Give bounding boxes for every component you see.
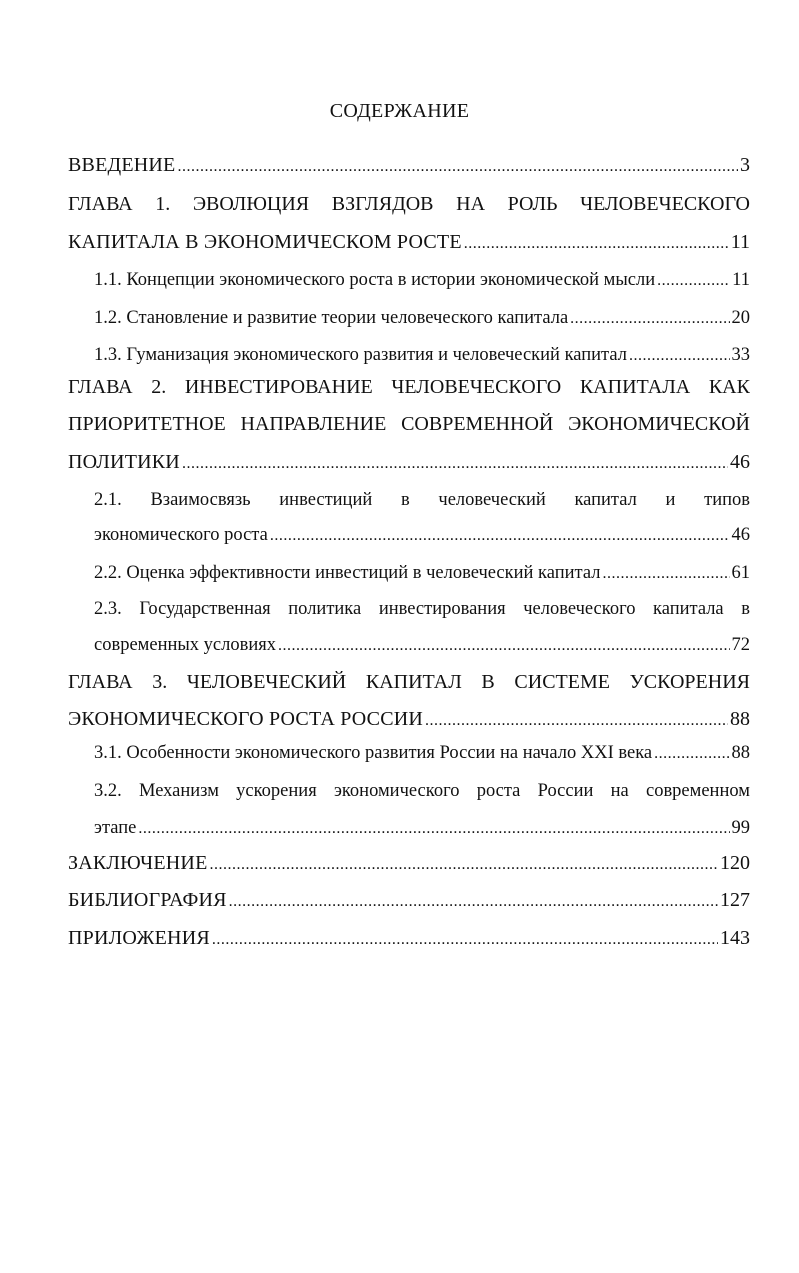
toc-page-number: 88	[730, 708, 750, 730]
word: НА	[456, 193, 486, 215]
toc-chapter-1-heading	[68, 189, 750, 219]
word: УСКОРЕНИЯ	[629, 671, 750, 693]
word: на	[610, 781, 629, 801]
dot-leader	[138, 814, 729, 843]
toc-entry-chapter-3	[68, 704, 750, 734]
dot-leader	[229, 887, 718, 915]
toc-entry-2-2	[94, 558, 750, 588]
word: и	[665, 490, 676, 510]
word: Механизм	[138, 781, 219, 801]
dot-leader	[278, 631, 729, 660]
word: ЧЕЛОВЕЧЕСКОГО	[580, 193, 750, 215]
word: ЭВОЛЮЦИЯ	[192, 193, 310, 215]
toc-page-number: 11	[732, 270, 750, 290]
word: человеческого	[523, 599, 636, 619]
dot-leader	[182, 449, 728, 477]
toc-entry-label: 2.2. Оценка эффективности инвестиций в человеческий капитал	[94, 563, 601, 583]
toc-entry-label: ВВЕДЕНИЕ	[68, 154, 176, 176]
toc-entry-1-2	[94, 303, 750, 333]
toc-chapter-2-heading-line-2	[68, 409, 750, 439]
word: 2.	[151, 376, 167, 398]
word: 3.2.	[94, 781, 122, 801]
toc-page-number: 99	[731, 818, 750, 838]
word: ЭКОНОМИЧЕСКОЙ	[568, 413, 750, 435]
toc-entry-bibliography	[68, 885, 750, 915]
toc-entry-appendices	[68, 923, 750, 953]
toc-page-number: 33	[731, 345, 750, 365]
word: ВЗГЛЯДОВ	[331, 193, 434, 215]
toc-entry-intro	[68, 150, 750, 180]
toc-entry-2-3	[94, 630, 750, 660]
word: ЧЕЛОВЕЧЕСКИЙ	[186, 671, 347, 693]
word: РОЛЬ	[507, 193, 558, 215]
word: России	[537, 781, 594, 801]
word: инвестирования	[378, 599, 506, 619]
word: СОВРЕМЕННОЙ	[401, 413, 554, 435]
word: политика	[288, 599, 362, 619]
toc-entry-label: 1.3. Гуманизация экономического развития и человеческий капитал	[94, 345, 627, 365]
toc-entry-conclusion	[68, 848, 750, 878]
toc-entry-label: ПОЛИТИКИ	[68, 451, 180, 473]
word: КАК	[708, 376, 750, 398]
toc-entry-label: современных условиях	[94, 635, 277, 655]
word: Государственная	[139, 599, 271, 619]
word: Взаимосвязь	[150, 490, 251, 510]
toc-entry-1-1	[94, 265, 750, 295]
toc-page-number: 61	[731, 563, 750, 583]
word: инвестиций	[279, 490, 373, 510]
toc-entry-label: КАПИТАЛА В ЭКОНОМИЧЕСКОМ РОСТЕ	[68, 231, 462, 253]
toc-entry-label: ПРИЛОЖЕНИЯ	[68, 927, 210, 949]
toc-chapter-3-heading	[68, 667, 750, 697]
word: ИНВЕСТИРОВАНИЕ	[184, 376, 373, 398]
toc-entry-label: БИБЛИОГРАФИЯ	[68, 889, 227, 911]
word: 2.1.	[94, 490, 122, 510]
word: капитал	[574, 490, 637, 510]
toc-chapter-2-heading-line-1	[68, 372, 750, 402]
toc-page-number: 127	[720, 889, 750, 911]
word: ЧЕЛОВЕЧЕСКОГО	[391, 376, 562, 398]
toc-page-number: 46	[731, 525, 750, 545]
toc-entry-2-1-line-1	[94, 485, 750, 515]
toc-page-number: 143	[720, 927, 750, 949]
dot-leader	[570, 304, 729, 333]
word: КАПИТАЛ	[365, 671, 462, 693]
toc-entry-3-2	[94, 813, 750, 843]
word: 2.3.	[94, 599, 122, 619]
toc-page-number: 88	[731, 743, 750, 763]
dot-leader	[654, 739, 729, 768]
dot-leader	[270, 521, 730, 550]
word: типов	[704, 490, 750, 510]
toc-entry-chapter-1	[68, 227, 750, 257]
word: ускорения	[236, 781, 317, 801]
toc-entry-3-1	[94, 738, 750, 768]
word: КАПИТАЛА	[579, 376, 691, 398]
word: СИСТЕМЕ	[514, 671, 610, 693]
dot-leader	[629, 341, 730, 370]
word: экономического	[333, 781, 460, 801]
toc-page-number: 46	[730, 451, 750, 473]
dot-leader	[602, 559, 729, 588]
toc-entry-label: ЭКОНОМИЧЕСКОГО РОСТА РОССИИ	[68, 708, 424, 730]
word: современном	[645, 781, 750, 801]
word: 1.	[155, 193, 171, 215]
word: НАПРАВЛЕНИЕ	[240, 413, 387, 435]
toc-entry-chapter-2	[68, 447, 750, 477]
word: ГЛАВА	[68, 671, 133, 693]
word: ПРИОРИТЕТНОЕ	[68, 413, 226, 435]
word: в	[741, 599, 750, 619]
dot-leader	[209, 850, 718, 878]
toc-page-number: 72	[731, 635, 750, 655]
toc-entry-2-3-line-1	[94, 594, 750, 624]
word: в	[400, 490, 410, 510]
toc-page-number: 11	[730, 231, 750, 253]
word: 3.	[152, 671, 168, 693]
toc-entry-2-1	[94, 520, 750, 550]
dot-leader	[464, 229, 729, 257]
toc-page-number: 20	[731, 308, 750, 328]
toc-page-number: 120	[720, 852, 750, 874]
toc-page-number: 3	[740, 154, 750, 176]
word: капитала	[653, 599, 724, 619]
toc-entry-label: этапе	[94, 818, 137, 838]
toc-entry-3-2-line-1	[94, 776, 750, 806]
word: В	[481, 671, 495, 693]
dot-leader	[425, 706, 728, 734]
toc-entry-1-3	[94, 340, 750, 370]
word: человеческий	[438, 490, 546, 510]
word: ГЛАВА	[68, 376, 133, 398]
dot-leader	[657, 266, 730, 295]
toc-entry-label: 3.1. Особенности экономического развития России на начало XXI века	[94, 743, 653, 763]
dot-leader	[177, 152, 738, 180]
word: ГЛАВА	[68, 193, 133, 215]
toc-entry-label: экономического роста	[94, 525, 268, 545]
toc-entry-label: ЗАКЛЮЧЕНИЕ	[68, 852, 208, 874]
toc-title: СОДЕРЖАНИЕ	[329, 100, 470, 122]
toc-entry-label: 1.2. Становление и развитие теории человеческого капитала	[94, 308, 569, 328]
word: роста	[476, 781, 521, 801]
dot-leader	[212, 925, 718, 953]
toc-entry-label: 1.1. Концепции экономического роста в истории экономической мысли	[94, 270, 656, 290]
